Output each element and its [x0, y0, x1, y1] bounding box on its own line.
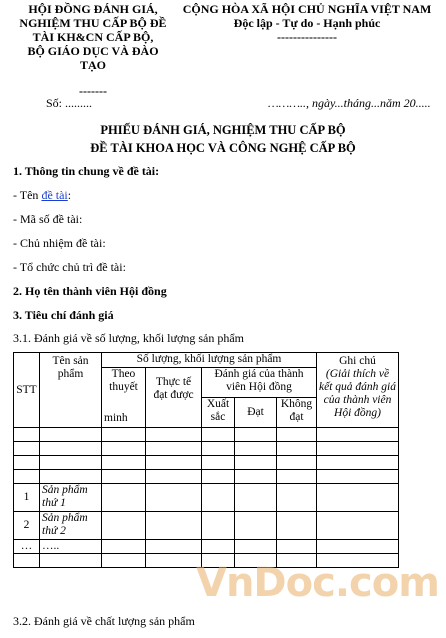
cell: [102, 456, 146, 470]
header-notes-title: Ghi chú: [339, 355, 376, 367]
table-row: [14, 442, 399, 456]
cell-product: [40, 554, 102, 568]
cell-stt: [14, 470, 40, 484]
cell: [146, 484, 202, 512]
header-pass: Đạt: [235, 398, 277, 428]
document-number: Số: .........: [46, 96, 93, 110]
section-3-heading: 3. Tiêu chí đánh giá: [13, 308, 114, 322]
document-date: ……….., ngày...tháng...năm 20.....: [268, 96, 431, 110]
cell: [102, 484, 146, 512]
cell-product: [40, 470, 102, 484]
header-planned-top: Theo thuyết: [109, 368, 138, 393]
cell-stt: …: [14, 540, 40, 554]
project-name-link[interactable]: đề tài: [41, 188, 68, 202]
header-product-name: Tên sản phẩm: [40, 353, 102, 428]
section-1-heading: 1. Thông tin chung về đề tài:: [13, 164, 160, 178]
cell: [317, 428, 399, 442]
cell: [146, 470, 202, 484]
header-planned: [102, 368, 146, 428]
cell: [102, 540, 146, 554]
cell: [317, 456, 399, 470]
document-title: [0, 121, 446, 157]
cell: [146, 512, 202, 540]
cell: [235, 484, 277, 512]
header-excellent: Xuất sắc: [202, 398, 235, 428]
cell: [235, 456, 277, 470]
cell: [277, 428, 317, 442]
watermark-logo: VnDoc.com: [196, 560, 439, 606]
cell: [102, 470, 146, 484]
cell: [102, 442, 146, 456]
cell: [102, 428, 146, 442]
cell: [277, 512, 317, 540]
field-project-name: [13, 188, 71, 203]
header-stt: STT: [14, 353, 40, 428]
cell: [202, 456, 235, 470]
cell: [317, 470, 399, 484]
header-quantity: Số lượng, khối lượng sản phẩm: [102, 353, 317, 368]
cell: [235, 512, 277, 540]
cell-product: [40, 442, 102, 456]
cell: [146, 540, 202, 554]
cell: [202, 484, 235, 512]
cell: [202, 442, 235, 456]
cell: [146, 456, 202, 470]
cell-stt: [14, 554, 40, 568]
issuing-body-line: TÀI KH&CN CẤP BỘ,: [32, 30, 154, 44]
spacer: [6, 72, 180, 84]
cell: [317, 512, 399, 540]
cell-product: …..: [40, 540, 102, 554]
field-label: - Tên: [13, 188, 42, 202]
cell: [235, 470, 277, 484]
subsection-3-1: 3.1. Đánh giá về số lượng, khối lượng sản phẩm: [13, 331, 245, 345]
cell: [146, 442, 202, 456]
table-row: [14, 456, 399, 470]
cell: [235, 540, 277, 554]
cell: [277, 456, 317, 470]
issuing-body-divider: -------: [79, 84, 107, 98]
country-name: CỘNG HÒA XÃ HỘI CHỦ NGHĨA VIỆT NAM: [182, 2, 432, 16]
header-member-evaluation: Đánh giá của thành viên Hội đồng: [202, 368, 317, 398]
cell: [317, 442, 399, 456]
cell: [235, 442, 277, 456]
cell-stt: [14, 442, 40, 456]
field-project-leader: - Chủ nhiệm đề tài:: [13, 236, 106, 250]
cell: [317, 484, 399, 512]
cell: [277, 470, 317, 484]
cell: [146, 554, 202, 568]
header-notes: [317, 353, 399, 428]
table-row: [14, 512, 399, 540]
table-row: [14, 540, 399, 554]
section-2-heading: 2. Họ tên thành viên Hội đồng: [13, 284, 167, 298]
cell: [235, 428, 277, 442]
issuing-body-line: TẠO: [79, 58, 106, 72]
cell: [277, 442, 317, 456]
issuing-body-header: [6, 2, 180, 98]
cell: [202, 428, 235, 442]
field-host-organization: - Tổ chức chủ trì đề tài:: [13, 260, 126, 274]
field-colon: :: [67, 188, 72, 202]
subsection-3-2: 3.2. Đánh giá về chất lượng sản phẩm: [13, 614, 195, 628]
header-actual: Thực tế đạt được: [146, 368, 202, 428]
cell: [202, 512, 235, 540]
cell: [202, 470, 235, 484]
cell: [277, 484, 317, 512]
product-quantity-table: [13, 352, 399, 568]
cell-stt: 1: [14, 484, 40, 512]
cell-product: [40, 428, 102, 442]
motto: Độc lập - Tự do - Hạnh phúc: [233, 16, 381, 30]
issuing-body-line: NGHIỆM THU CẤP BỘ ĐỀ: [19, 16, 167, 30]
issuing-body-line: HỘI ĐỒNG ĐÁNH GIÁ,: [28, 2, 158, 16]
table-row: [14, 470, 399, 484]
cell-product: [40, 456, 102, 470]
cell-product: Sản phẩm thứ 2: [40, 512, 102, 540]
cell: [202, 540, 235, 554]
issuing-body-line: BỘ GIÁO DỤC VÀ ĐÀO: [27, 44, 159, 58]
header-planned-bottom: minh: [104, 412, 128, 424]
cell-product: Sản phẩm thứ 1: [40, 484, 102, 512]
cell-stt: [14, 428, 40, 442]
header-notes-explanation: (Giải thích về kết quả đánh giá của thành viên Hội đồng): [319, 368, 396, 419]
header-fail: Không đạt: [277, 398, 317, 428]
table-row: [14, 428, 399, 442]
national-motto-header: [172, 2, 442, 44]
title-line-1: PHIẾU ĐÁNH GIÁ, NGHIỆM THU CẤP BỘ: [100, 123, 346, 137]
motto-divider: ---------------: [277, 30, 337, 44]
cell-stt: [14, 456, 40, 470]
title-line-2: ĐỀ TÀI KHOA HỌC VÀ CÔNG NGHỆ CẤP BỘ: [90, 141, 356, 155]
cell: [277, 540, 317, 554]
cell: [102, 512, 146, 540]
cell: [317, 540, 399, 554]
field-project-code: - Mã số đề tài:: [13, 212, 83, 226]
cell: [102, 554, 146, 568]
cell: [146, 428, 202, 442]
table-row: [14, 484, 399, 512]
cell-stt: 2: [14, 512, 40, 540]
